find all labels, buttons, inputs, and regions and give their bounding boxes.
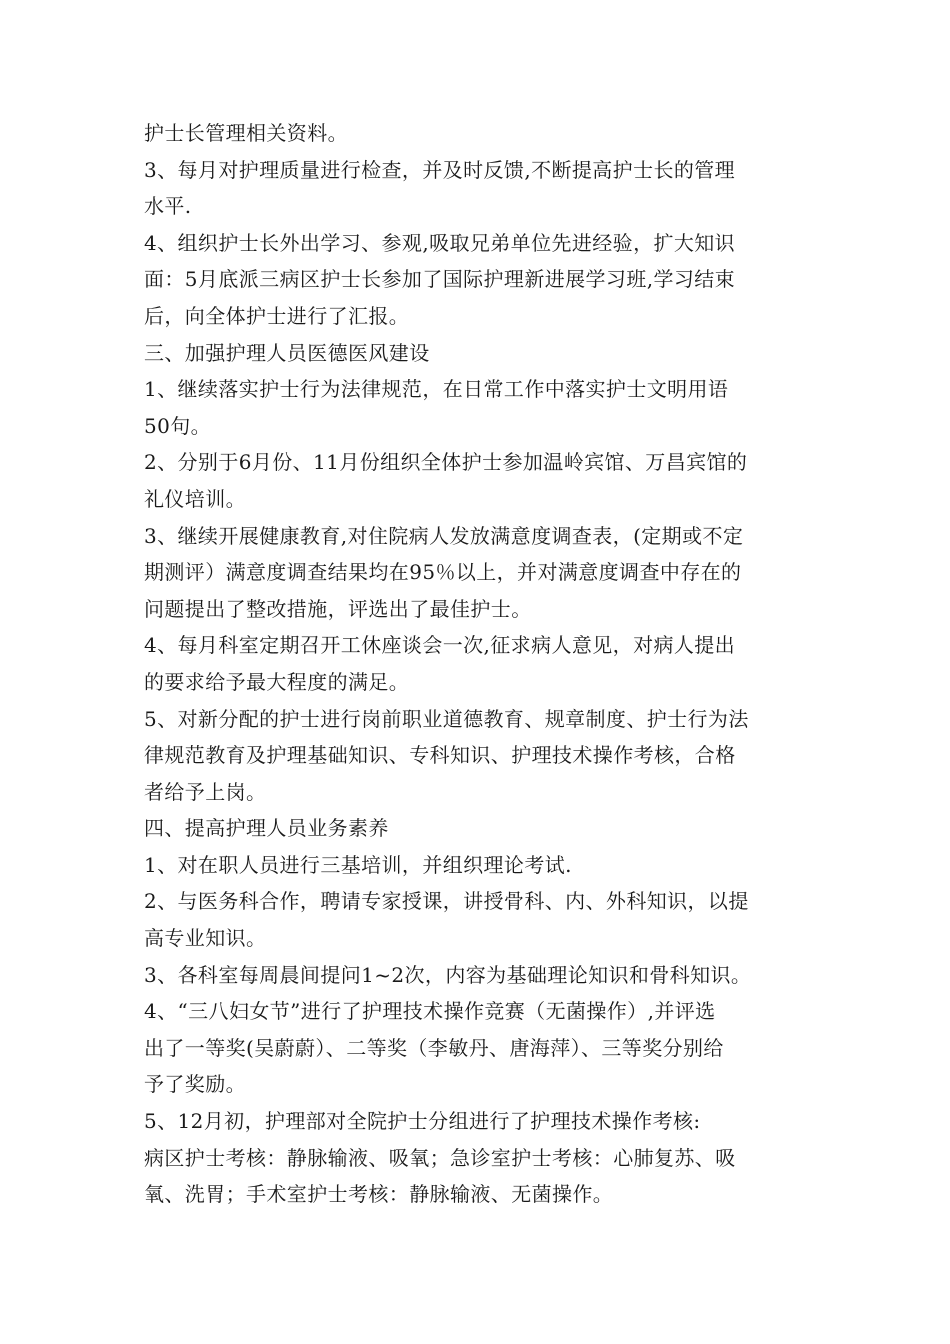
section-heading: 三、加强护理人员医德医风建设 <box>144 340 430 365</box>
text-line: 律规范教育及护理基础知识、专科知识、护理技术操作考核，合格 <box>144 743 736 768</box>
text-line: 问题提出了整改措施，评选出了最佳护士。 <box>144 596 532 621</box>
text-line: 1、继续落实护士行为法律规范，在日常工作中落实护士文明用语 <box>144 377 729 402</box>
text-line: 1、对在职人员进行三基培训，并组织理论考试. <box>144 852 572 877</box>
text-line: 4、每月科室定期召开工休座谈会一次,征求病人意见，对病人提出 <box>144 633 736 658</box>
text-line: 3、每月对护理质量进行检查，并及时反馈,不断提高护士长的管理 <box>144 157 736 182</box>
text-line: 高专业知识。 <box>144 926 267 951</box>
document-body <box>144 115 814 1213</box>
text-line: 5、12月初，护理部对全院护士分组进行了护理技术操作考核: <box>144 1109 701 1134</box>
text-line: 4、组织护士长外出学习、参观,吸取兄弟单位先进经验，扩大知识 <box>144 230 736 255</box>
text-line: 者给予上岗。 <box>144 779 267 804</box>
text-line: 3、继续开展健康教育,对住院病人发放满意度调查表，(定期或不定 <box>144 523 744 548</box>
text-line: 3、各科室每周晨间提问1~2次，内容为基础理论知识和骨科知识。 <box>144 962 752 987</box>
text-line: 病区护士考核：静脉输液、吸氧；急诊室护士考核：心肺复苏、吸 <box>144 1145 736 1170</box>
text-line: 50句。 <box>144 413 212 438</box>
text-line: 出了一等奖(吴蔚蔚）、二等奖（李敏丹、唐海萍）、三等奖分别给 <box>144 1035 724 1060</box>
text-line: 4、“三八妇女节”进行了护理技术操作竞赛（无菌操作）,并评选 <box>144 999 716 1024</box>
text-line: 期测评）满意度调查结果均在95％以上，并对满意度调查中存在的 <box>144 560 742 585</box>
text-line: 的要求给予最大程度的满足。 <box>144 669 410 694</box>
text-line: 5、对新分配的护士进行岗前职业道德教育、规章制度、护士行为法 <box>144 706 749 731</box>
text-line: 氧、洗胃；手术室护士考核：静脉输液、无菌操作。 <box>144 1182 614 1207</box>
text-line: 护士长管理相关资料。 <box>144 121 348 145</box>
section-heading: 四、提高护理人员业务素养 <box>144 816 389 841</box>
text-line: 面：5月底派三病区护士长参加了国际护理新进展学习班,学习结束 <box>144 267 736 292</box>
text-line: 礼仪培训。 <box>144 486 246 511</box>
text-line: 水平. <box>144 194 192 219</box>
text-line: 予了奖励。 <box>144 1072 246 1097</box>
text-line: 2、分别于6月份、11月份组织全体护士参加温岭宾馆、万昌宾馆的 <box>144 450 748 475</box>
text-line: 2、与医务科合作，聘请专家授课，讲授骨科、内、外科知识，以提 <box>144 889 749 914</box>
text-line: 后，向全体护士进行了汇报。 <box>144 303 410 328</box>
